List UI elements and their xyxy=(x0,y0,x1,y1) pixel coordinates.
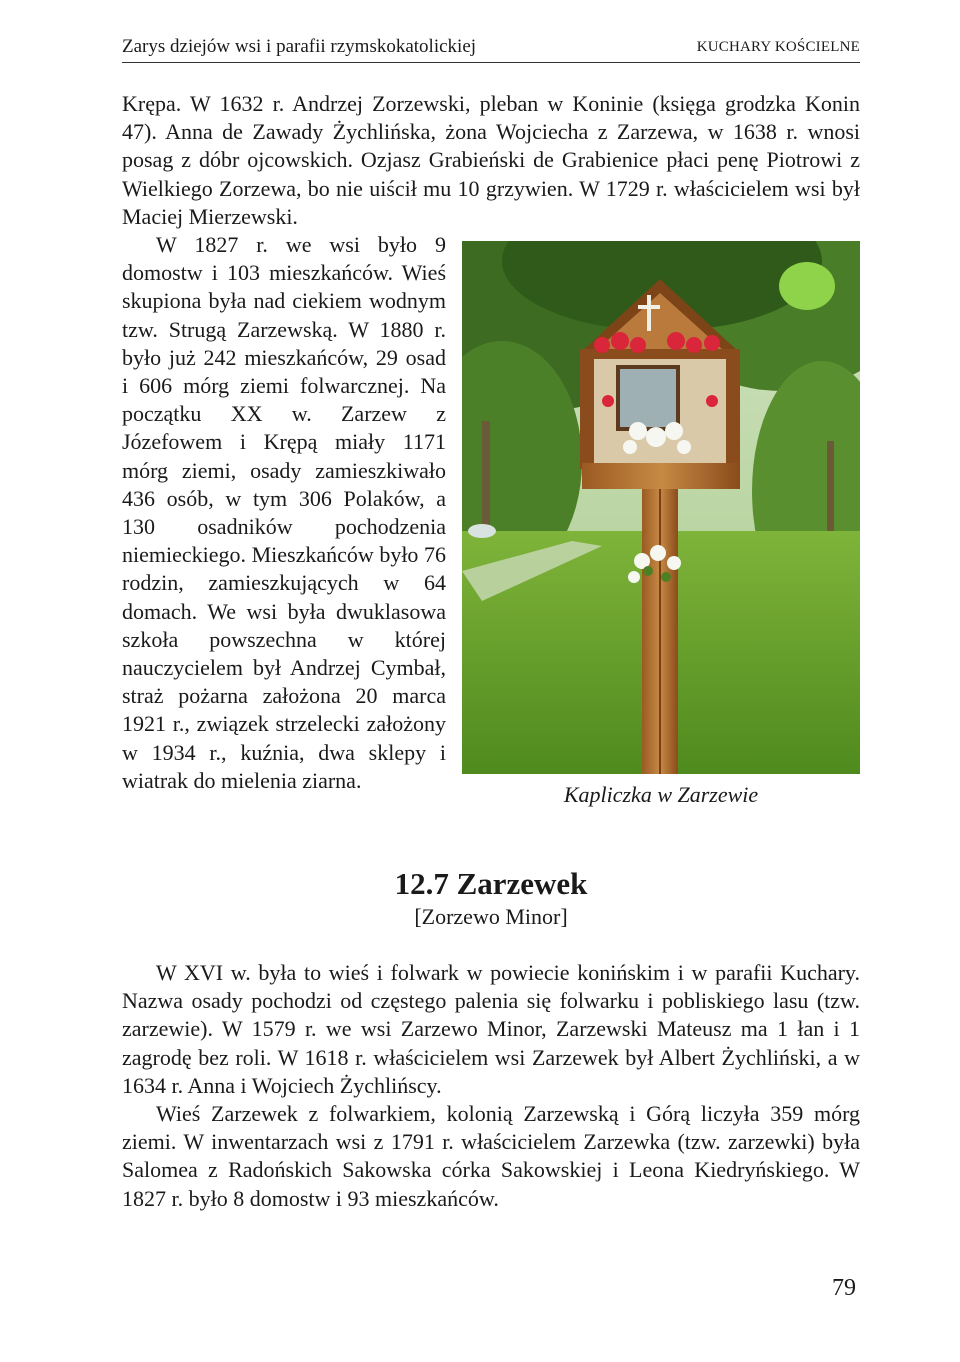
section-subtitle: [Zorzewo Minor] xyxy=(414,904,568,929)
section-paragraph-2: Wieś Zarzewek z folwarkiem, kolonią Zarzewską i Górą liczyła 359 mórg ziemi. W inwentarzach wsi z 1791 r. właścicielem Zarzewka (tzw. zarzewki) była Salomea z Radońskich Sakowska córka Sakowskiej i Leona Kiedryńskiego. W 1827 r. było 8 domostw i 93 mieszkańców. xyxy=(122,1101,860,1211)
photo-caption: Kapliczka w Zarzewie xyxy=(563,782,759,807)
wrapped-paragraph: W 1827 r. we wsi było 9 domostw i 103 mieszkańców. Wieś skupiona była nad ciekiem wodnym tzw. Strugą Zarzewską. W 1880 r. było już 242 mieszkańców, 29 osad i 606 mórg ziemi folwarcznej. Na początku XX w. Zarzew z Józefowem i Krępą miały 1171 mórg ziemi, osady zamieszkiwało 436 osób, w tym 306 Polaków, a 130 osadników pochodzenia niemieckiego. Mieszkańców było 76 rodzin, zamieszkujących w 64 domach. We wsi była dwuklasowa szkoła powszechna w której nauczycielem był Andrzej Cymbał, straż pożarna założona 20 marca 1921 r., związek strzelecki założony w 1934 r., kuźnia, dwa sklepy i wiatrak do mielenia ziarna. xyxy=(122,232,446,793)
section-title: 12.7 Zarzewek xyxy=(394,866,588,901)
header-chapter-title: KUCHARY KOŚCIELNE xyxy=(696,39,860,55)
header-book-title: Zarys dziejów wsi i parafii rzymskokatolickiej xyxy=(122,36,477,57)
shrine-illustration xyxy=(462,241,860,774)
intro-paragraph: Krępa. W 1632 r. Andrzej Zorzewski, pleban w Koninie (księga grodzka Konin 47). Anna de Zawady Żychlińska, żona Wojciecha z Zarzewa, w 1638 r. wnosi posag z dóbr ojcowskich. Ozjasz Grabieński de Grabienice płaci penę Piotrowi z Wielkiego Zorzewa, bo nie uiścił mu 10 grzywien. W 1729 r. właścicielem wsi był Maciej Mierzewski. xyxy=(122,91,860,229)
wrapped-text-column xyxy=(122,231,446,795)
section-body xyxy=(122,959,860,1213)
section-paragraph-1: W XVI w. była to wieś i folwark w powiecie konińskim i w parafii Kuchary. Nazwa osady pochodzi od częstego palenia się folwarku i pobliskiego lasu (tzw. zarzewie). W 1579 r. we wsi Zarzewo Minor, Zarzewski Mateusz ma 1 łan i 1 zagrodę bez roli. W 1618 r. właścicielem wsi Zarzewek był Albert Żychliński, a w 1634 r. Anna i Wojciech Żychlińscy. xyxy=(122,960,860,1098)
intro-text xyxy=(122,90,860,231)
page-number: 79 xyxy=(832,1275,856,1301)
running-header xyxy=(122,36,860,63)
wayside-shrine-photo xyxy=(462,241,860,774)
